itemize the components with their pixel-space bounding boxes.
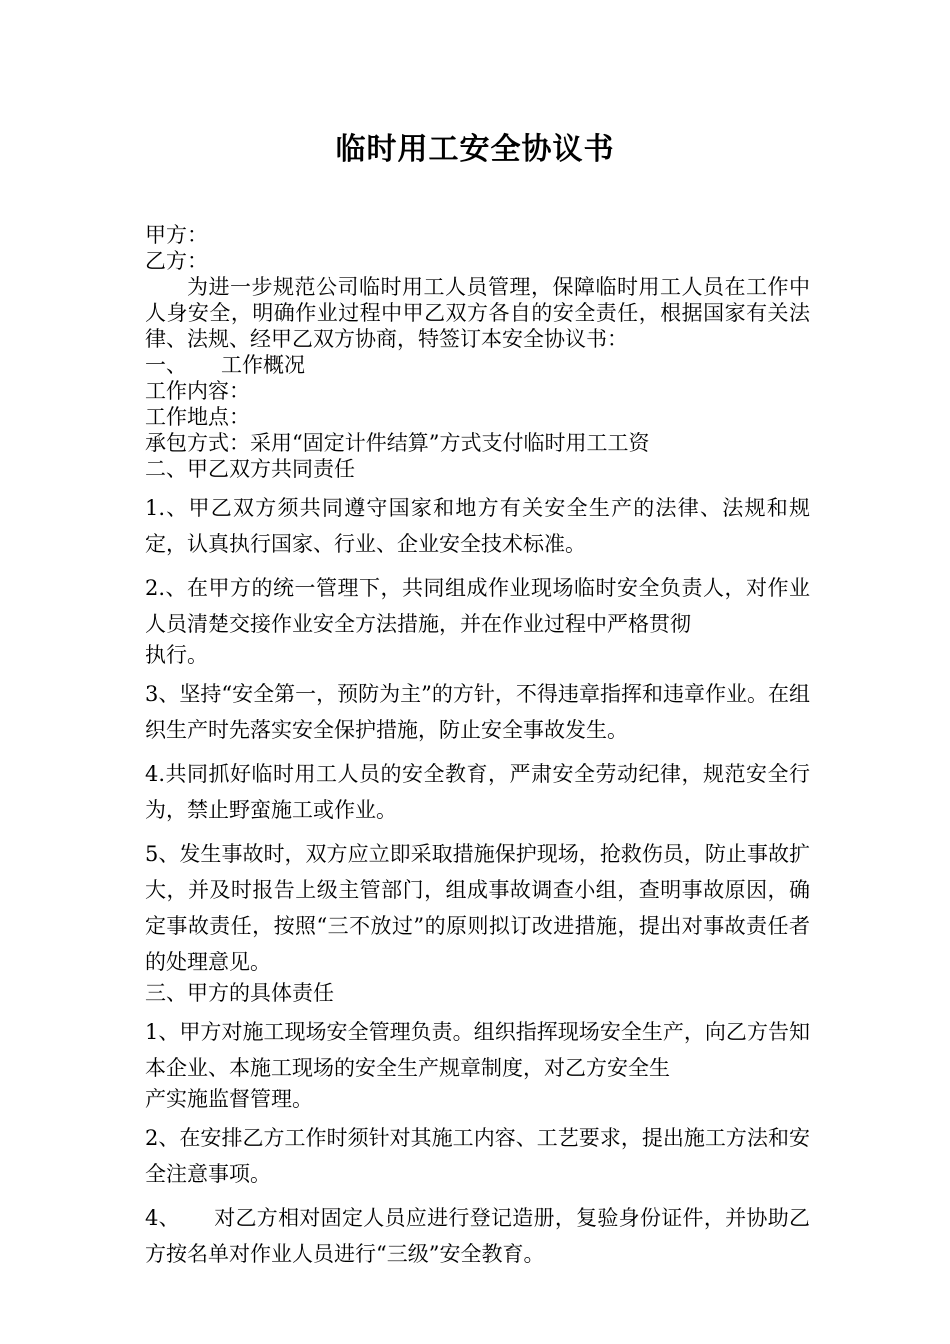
section-3-item-4-text: 对乙方相对固定人员应进行登记造册，复验身份证件，并协助乙方按名单对作业人员进行“三级”安全教育。 (145, 1206, 810, 1266)
section-2-item-5-tail: 并及时报告上级主管部门，组成事故调查小组，查明事故原因，确定事故责任，按照“三不放过”的原则拟订改进措施，提出对事故责任者的处理意见。 (145, 878, 811, 974)
section-3-item-4-number: 4、 (145, 1206, 180, 1230)
section-1-heading (145, 352, 810, 378)
section-3-item-1-text: 1、甲方对施工现场安全管理负责。组织指挥现场安全生产，向乙方告知本企业、本施工现场的安全生产规章制度，对乙方安全生 (145, 1020, 810, 1080)
section-2-item-2 (145, 570, 810, 668)
party-b-line: 乙方： (145, 249, 208, 273)
section-2-item-5-text: 5、发生事故时，双方应立即采取措施保护现场，抢救伤员，防止事故扩大， (145, 842, 810, 902)
section-2-heading: 二、甲乙双方共同责任 (145, 457, 355, 481)
work-location-line: 工作地点： (145, 405, 250, 429)
section-1-number: 一、 (145, 353, 187, 377)
document-title: 临时用工安全协议书 (335, 132, 615, 167)
section-2-item-3: 3、坚持“安全第一，预防为主”的方针，不得违章指挥和违章作业。在组织生产时先落实安全保护措施，防止安全事故发生。 (145, 682, 810, 742)
section-2-item-2-text: 2.、在甲方的统一管理下，共同组成作业现场临时安全负责人，对作业人员清楚交接作业安全方法措施，并在作业过程中严格贯彻 (145, 576, 810, 636)
contract-method-line: 承包方式：采用“固定计件结算”方式支付临时用工工资 (145, 431, 650, 455)
section-3-heading: 三、甲方的具体责任 (145, 981, 334, 1005)
section-2-item-1: 1.、甲乙双方须共同遵守国家和地方有关安全生产的法律、法规和规定，认真执行国家、行业、企业安全技术标准。 (145, 496, 810, 556)
section-3-item-4 (145, 1200, 810, 1272)
section-2-item-4: 4.共同抓好临时用工人员的安全教育，严肃安全劳动纪律，规范安全行为，禁止野蛮施工或作业。 (145, 762, 810, 822)
party-a-line: 甲方： (145, 223, 208, 247)
intro-paragraph: 为进一步规范公司临时用工人员管理，保障临时用工人员在工作中人身安全，明确作业过程中甲乙双方各自的安全责任，根据国家有关法律、法规、经甲乙双方协商，特签订本安全协议书： (145, 275, 810, 351)
section-2-item-2-tail: 执行。 (145, 643, 208, 667)
section-3-item-1-tail: 产实施监督管理。 (145, 1087, 313, 1111)
section-3-item-2: 2、在安排乙方工作时须针对其施工内容、工艺要求，提出施工方法和安全注意事项。 (145, 1126, 810, 1186)
section-3-item-1 (145, 1014, 810, 1112)
section-2-item-5 (145, 836, 810, 980)
work-content-line: 工作内容： (145, 379, 250, 403)
section-1-title: 工作概况 (221, 353, 305, 377)
document-body (145, 222, 810, 1272)
